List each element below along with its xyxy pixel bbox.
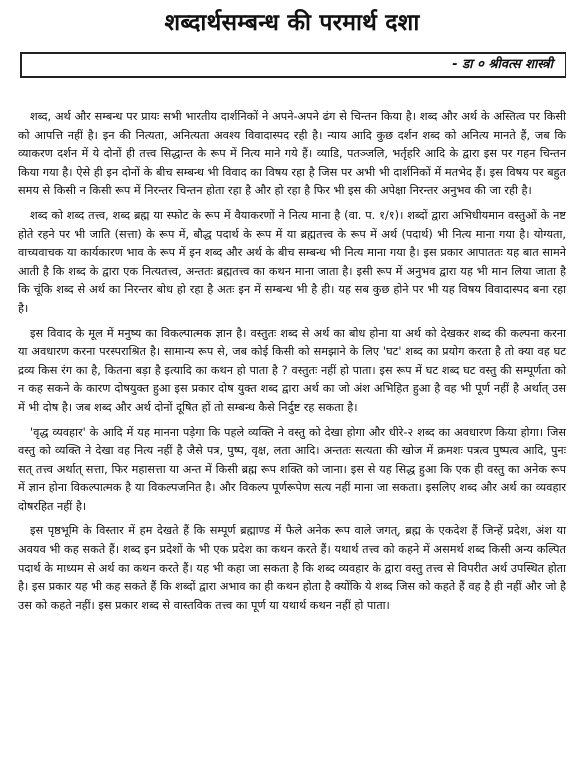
paragraph: शब्द, अर्थ और सम्बन्ध पर प्रायः सभी भारतीय दार्शनिकों ने अपने-अपने ढंग से चिन्तन किया है। शब्द और अर्थ के अस्तित्व पर किसी को आपत्ति नहीं है। इन की नित्यता, अनित्यता अवश्य विवादास्पद रही है। न्याय आदि कुछ दर्शन शब्द को अनित्य मानते हैं, जब कि व्याकरण दर्शन में ये दोनों ही तत्त्व सिद्धान्त के रूप में नित्य माने गये हैं। व्याडि, पतञ्जलि, भर्तृहरि आदि के द्वारा इस पर गहन चिन्तन किया गया है। ऐसे ही इन दोनों के बीच सम्बन्ध भी विवाद का विषय रहा है जिस पर अभी भी दार्शनिकों में मतभेद हैं। इस विषय पर बहुत समय से किसी न किसी रूप में निरन्तर चिन्तन होता रहा है और हो रहा है फिर भी इस की अपेक्षा निरन्तर अनुभव की जा रही है।: [18, 110, 566, 198]
article-body: [18, 108, 566, 615]
page-title: शब्दार्थसम्बन्ध की परमार्थ दशा: [164, 10, 420, 36]
paragraph: शब्द को शब्द तत्त्व, शब्द ब्रह्म या स्फोट के रूप में वैयाकरणों ने नित्य माना है (वा. प. १/१)। शब्दों द्वारा अभिधीयमान वस्तुओं के नष्ट होते रहने पर भी जाति (सत्ता) के रूप में, बौद्ध पदार्थ के रूप में या ब्रह्मतत्त्व के रूप में अर्थ (पदार्थ) भी नित्य माना गया है। योग्यता, वाच्यवाचक या कार्यकारण भाव के रूप में इन शब्द और अर्थ के बीच सम्बन्ध भी नित्य माना गया है। इस प्रकार आपाततः यह बात सामने आती है कि शब्द के द्वारा एक नित्यतत्त्व, अन्ततः ब्रह्मतत्त्व का कथन माना जाता है। इसी रूप में अनुभव द्वारा यह भी मान लिया जाता है कि चूंकि शब्द से अर्थ का निरन्तर बोध हो रहा है अतः इन में सम्बन्ध भी है ही। यह सब कुछ होने पर भी यह विषय विवादास्पद बना रहा है।: [18, 208, 566, 315]
document-page: [0, 6, 580, 772]
author-box: [20, 52, 566, 78]
paragraph: इस विवाद के मूल में मनुष्य का विकल्पात्मक ज्ञान है। वस्तुतः शब्द से अर्थ का बोध होना या अर्थ को देखकर शब्द की कल्पना करना या अवधारण करना परस्पराश्रित है। सामान्य रूप से, जब कोई किसी को समझाने के लिए 'घट' शब्द का प्रयोग करता है तो क्या वह घट द्रव्य किस रंग का है, कितना बड़ा है इत्यादि का कथन हो पाता है ? वस्तुतः नहीं हो पाता। इस रूप में घट शब्द घट वस्तु की सम्पूर्णता को न कह सकने के कारण दोषयुक्त हुआ इस प्रकार दोष युक्त शब्द द्वारा अर्थ का जो अंश अभिहित हुआ है वह भी पूर्ण नहीं है अर्थात् उस में भी दोष है। जब शब्द और अर्थ दोनों दूषित हों तो सम्बन्ध कैसे निर्दुष्ट रह सकता है।: [18, 326, 566, 414]
author-name: - डा ० श्रीवत्स शास्त्री: [452, 57, 553, 72]
paragraph: 'वृद्ध व्यवहार' के आदि में यह मानना पड़ेगा कि पहले व्यक्ति ने वस्तु को देखा होगा और धीरे-२ शब्द का अवधारण किया होगा। जिस वस्तु को व्यक्ति ने देखा वह नित्य नहीं है जैसे पत्र, पुष्प, वृक्ष, लता आदि। अन्ततः सत्यता की खोज में क्रमशः पत्रत्व पुष्पत्व आदि, पुनः सत् तत्त्व अर्थात् सत्ता, फिर महासत्ता या अन्त में किसी ब्रह्म रूप शक्ति को जाना। इस से यह सिद्ध हुआ कि एक ही वस्तु का अनेक रूप में ज्ञान होना विकल्पात्मक है या विकल्पजनित है। और विकल्प पूर्णरूपेण सत्य नहीं माना जा सकता। इसलिए शब्द और अर्थ का व्यवहार दोषरहित नहीं है।: [18, 425, 566, 513]
paragraph: इस पृष्ठभूमि के विस्तार में हम देखते हैं कि सम्पूर्ण ब्रह्माण्ड में फैले अनेक रूप वाले जगत्, ब्रह्म के एकदेश हैं जिन्हें प्रदेश, अंश या अवयव भी कह सकते हैं। शब्द इन प्रदेशों के भी एक प्रदेश का कथन करते हैं। यथार्थ तत्त्व को कहने में असमर्थ शब्द किसी अन्य कल्पित पदार्थ के माध्यम से अर्थ का कथन करते हैं। यह भी कहा जा सकता है कि शब्द व्यवहार के द्वारा वस्तु तत्त्व से विपरीत अर्थ उपस्थित होता है। इस प्रकार यह भी कह सकते हैं कि शब्दों द्वारा अभाव का ही कथन होता है क्योंकि ये शब्द जिस को कहते हैं वह है ही नहीं और जो है उस को कहते नहीं। इस प्रकार शब्द से वास्तविक तत्त्व का पूर्ण या यथार्थ कथन नहीं हो पाता।: [18, 524, 566, 612]
